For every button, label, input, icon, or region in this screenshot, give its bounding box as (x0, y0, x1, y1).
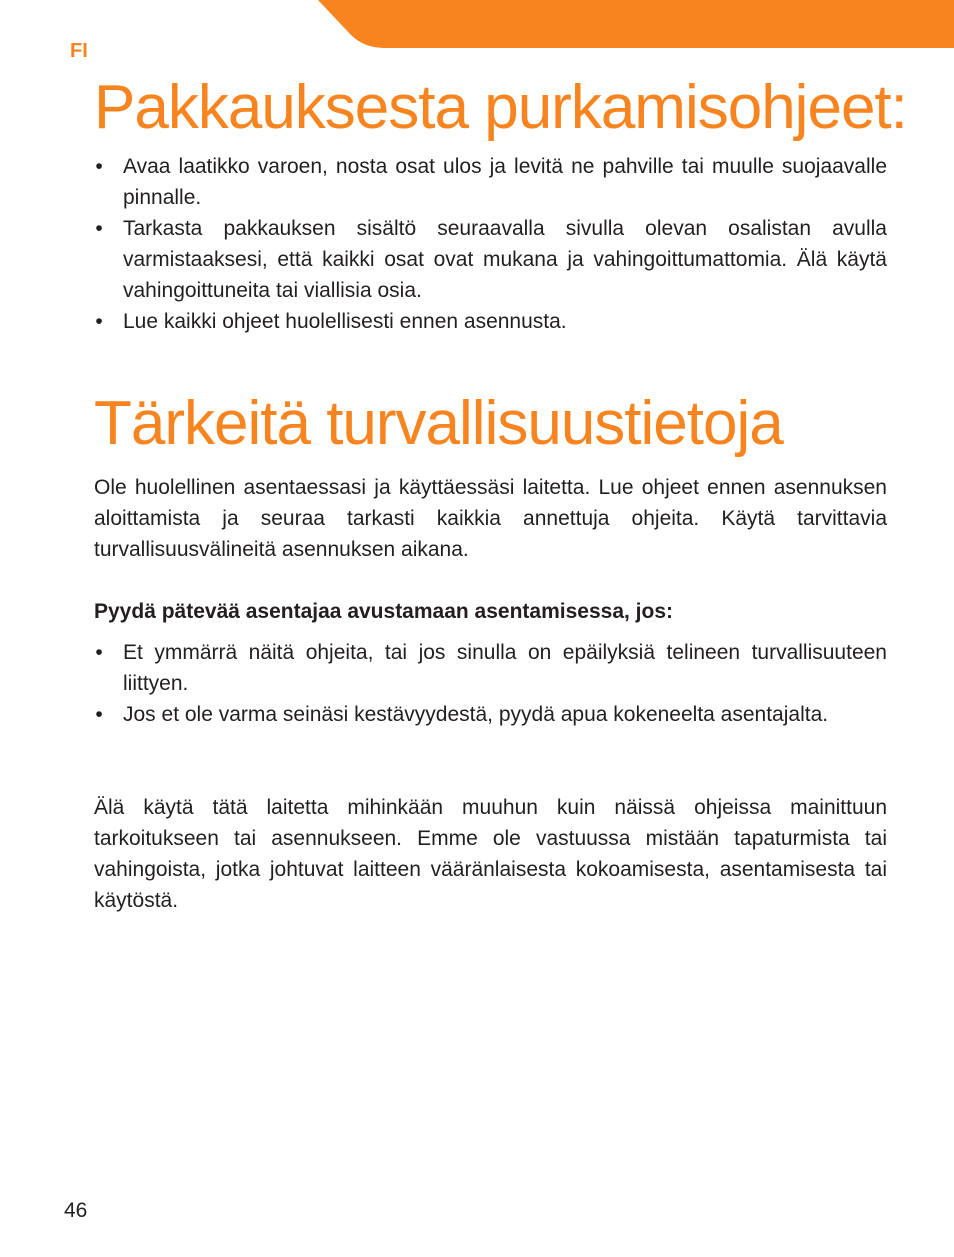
list-item (94, 699, 887, 730)
installer-list (94, 637, 887, 730)
unpacking-title: Pakkauksesta purkamisohjeet: (94, 73, 907, 142)
bullet-icon: • (95, 155, 103, 178)
safety-title: Tärkeitä turvallisuustietoja (94, 389, 783, 458)
list-item (94, 306, 887, 337)
list-item (94, 637, 887, 699)
list-item-text: Tarkasta pakkauksen sisältö seuraavalla sivulla olevan osalistan avulla varmistaaksesi, että kaikki osat ovat mukana ja vahingoittumattomia. Älä käytä vahingoittuneita tai viallisia osia. (123, 217, 887, 302)
page-number: 46 (64, 1199, 88, 1222)
bullet-icon: • (95, 641, 103, 664)
bullet-icon: • (95, 703, 103, 726)
list-item (94, 213, 887, 306)
list-item-text: Lue kaikki ohjeet huolellisesti ennen asennusta. (123, 310, 567, 333)
safety-intro-paragraph: Ole huolellinen asentaessasi ja käyttäessäsi laitetta. Lue ohjeet ennen asennuksen aloittamista ja seuraa tarkasti kaikkia annettuja ohjeita. Käytä tarvittavia turvallisuusvälineitä asennuksen aikana. (94, 476, 887, 561)
installer-subheading: Pyydä pätevää asentajaa avustamaan asentamisessa, jos: (94, 600, 673, 623)
list-item (94, 151, 887, 213)
bullet-icon: • (95, 217, 103, 240)
list-item-text: Avaa laatikko varoen, nosta osat ulos ja levitä ne pahville tai muulle suojaavalle pinnalle. (123, 155, 887, 209)
list-item-text: Et ymmärrä näitä ohjeita, tai jos sinulla on epäilyksiä telineen turvallisuuteen liittyen. (123, 641, 887, 695)
orange-header-tab (0, 0, 954, 50)
bullet-icon: • (95, 310, 103, 333)
language-code: FI (70, 40, 88, 62)
liability-paragraph: Älä käytä tätä laitetta mihinkään muuhun kuin näissä ohjeissa mainittuun tarkoitukseen tai asennukseen. Emme ole vastuussa mistään tapaturmista tai vahingoista, jotka johtuvat laitteen vääränlaisesta kokoamisesta, asentamisesta tai käytöstä. (94, 796, 887, 912)
unpacking-list (94, 151, 887, 337)
list-item-text: Jos et ole varma seinäsi kestävyydestä, pyydä apua kokeneelta asentajalta. (123, 703, 829, 726)
